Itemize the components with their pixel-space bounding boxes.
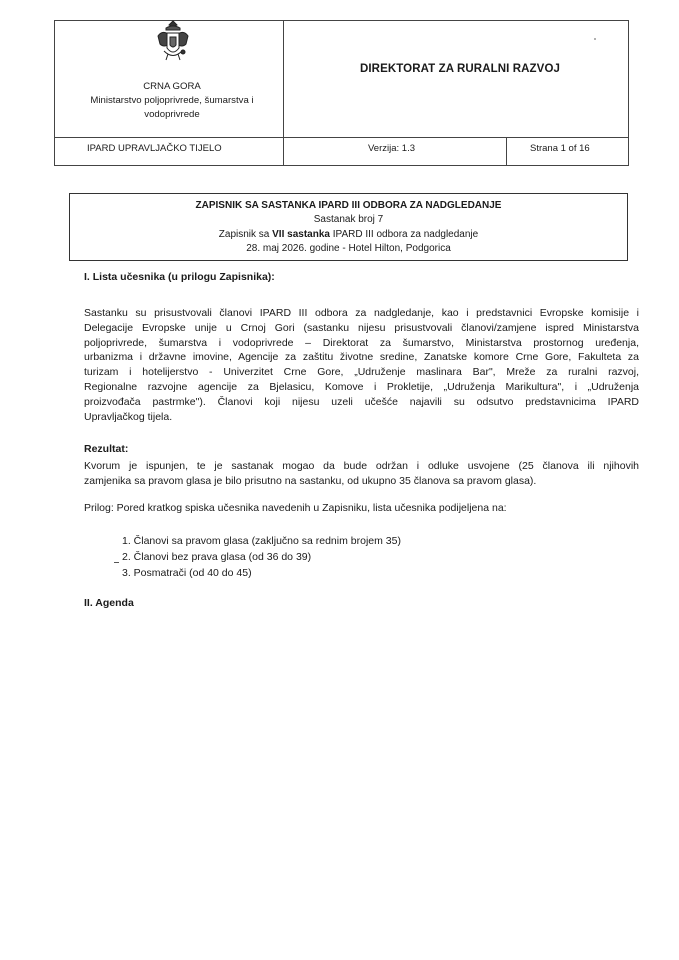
ministry-name-line1: Ministarstvo poljoprivrede, šumarstva i bbox=[90, 95, 254, 106]
paragraph-line: Kvorum je ispunjen, te je sastanak mogao da bude održan i odluke usvojene (25 članova ili njihovih bbox=[84, 460, 639, 472]
list-item: 2. Članovi bez prava glasa (od 36 do 39) bbox=[122, 551, 312, 563]
country-name: CRNA GORA bbox=[143, 81, 201, 92]
meeting-date-place: 28. maj 2026. godine - Hotel Hilton, Podgorica bbox=[246, 243, 451, 254]
paragraph-line: Delegacije Evropske unije u Crnoj Gori (sastanku nijesu prisustvovali članovi/zamjene ispred Ministarstva bbox=[84, 321, 639, 334]
managing-body-name: IPARD UPRAVLJAČKO TIJELO bbox=[87, 143, 222, 154]
section-participants-heading: I. Lista učesnika (u prilogu Zapisnika): bbox=[84, 271, 275, 283]
paragraph-line: poljoprivrede, šumarstva i vodoprivrede – Direktorat za šumarstvo, Ministarstva prostornog uređenja, bbox=[84, 336, 639, 349]
list-item: 3. Posmatrači (od 40 do 45) bbox=[122, 567, 252, 579]
result-heading: Rezultat: bbox=[84, 443, 129, 455]
meeting-number: Sastanak broj 7 bbox=[313, 214, 384, 225]
subtitle-bold-part: VII sastanka bbox=[272, 229, 330, 240]
version-label: Verzija: 1.3 bbox=[368, 143, 415, 154]
coat-of-arms-icon bbox=[154, 18, 192, 64]
header-organization bbox=[72, 80, 272, 122]
ministry-name-line2: vodoprivrede bbox=[144, 109, 200, 120]
paragraph-line: proizvođača pastrmke"). Članovi koji nijesu uzeli učešće najavili su odsutvo predstavnicima IPARD bbox=[84, 395, 639, 408]
subtitle-part: Zapisnik sa bbox=[218, 229, 273, 240]
page-number: Strana 1 of 16 bbox=[530, 143, 590, 154]
header-row-line bbox=[54, 137, 628, 138]
section-agenda-heading: II. Agenda bbox=[84, 597, 134, 609]
paragraph-line: Upravljačkog tijela. bbox=[84, 410, 173, 423]
paragraph-line: Sastanku su prisustvovali članovi IPARD III odbora za nadgledanje, kao i predstavnici Evropske komisije i bbox=[84, 307, 639, 319]
header-divider bbox=[283, 20, 284, 165]
subtitle-part: IPARD III odbora za nadgledanje bbox=[329, 229, 479, 240]
paragraph-line: turizam i hotelijerstvo - Univerzitet Crne Gore, „Udruženje maslinara Bar", Mreže za ruralni razvoj, bbox=[84, 366, 639, 379]
paragraph-line: urbanizma i državne imovine, Agencije za zaštitu životne sredine, Zanatske komore Crne Gore, Fakulteta za bbox=[84, 351, 639, 364]
directorate-name: DIREKTORAT ZA RURALNI RAZVOJ bbox=[359, 63, 560, 75]
header-cell-divider bbox=[506, 137, 507, 165]
minutes-title: ZAPISNIK SA SASTANKA IPARD III ODBORA ZA NADGLEDANJE bbox=[195, 200, 502, 211]
result-paragraph bbox=[84, 459, 639, 489]
paragraph-line: Regionalne razvojne agencije za Bjelasicu, Komove i Prokletije, „Udruženja Marikultura", i „Udruženja bbox=[84, 380, 639, 393]
paragraph-line: zamjenika sa pravom glasa je bilo prisutno na sastanku, od ukupno 35 članova sa pravom glasa). bbox=[84, 474, 537, 487]
attachment-intro bbox=[84, 501, 639, 516]
minutes-subtitle bbox=[69, 229, 628, 240]
participants-paragraph bbox=[84, 306, 639, 424]
list-item: 1. Članovi sa pravom glasa (zaključno sa rednim brojem 35) bbox=[122, 535, 401, 547]
scan-mark bbox=[114, 562, 119, 563]
paragraph-line: Prilog: Pored kratkog spiska učesnika navedenih u Zapisniku, lista učesnika podijeljena na: bbox=[84, 502, 507, 514]
